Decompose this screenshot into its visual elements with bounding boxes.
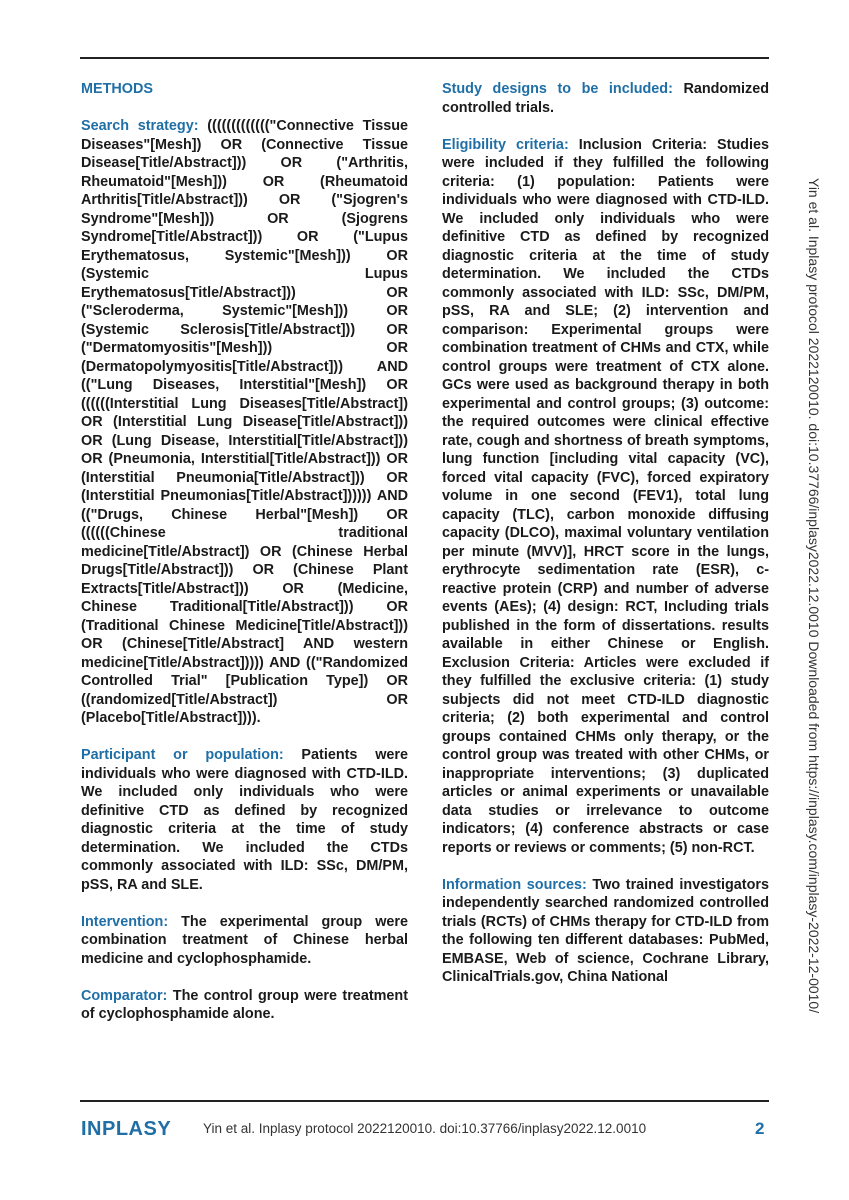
study-designs-paragraph bbox=[442, 80, 769, 117]
information-sources-text: Two trained investigators independently searched randomized controlled trials (RCTs) of CHMs therapy for CTD-ILD from the following ten different databases: PubMed, EMBASE, Web of science, Cochrane Library, ClinicalTrials.gov, China National bbox=[442, 876, 769, 985]
footer-brand: INPLASY bbox=[81, 1118, 172, 1140]
eligibility-paragraph bbox=[442, 136, 769, 858]
eligibility-heading: Eligibility criteria: bbox=[442, 136, 569, 153]
comparator-heading: Comparator: bbox=[81, 987, 168, 1004]
intervention-paragraph bbox=[81, 913, 408, 969]
sidebar-text: Yin et al. Inplasy protocol 2022120010. doi:10.37766/inplasy2022.12.0010 Downloaded from https://inplasy.com/inplasy-2022-12-0010/ bbox=[806, 178, 822, 1014]
comparator-paragraph bbox=[81, 987, 408, 1024]
study-designs-heading: Study designs to be included: bbox=[442, 81, 673, 97]
intervention-heading: Intervention: bbox=[81, 913, 169, 930]
study-designs-text: Randomized controlled trials. bbox=[442, 81, 769, 116]
search-strategy-text: ((((((((((((("Connective Tissue Diseases"[Mesh]) OR (Connective Tissue Disease[Title/Abstract])) OR ("Arthritis, Rheumatoid"[Mesh])) OR (Rheumatoid Arthritis[Title/Abstract])) OR ("Sjogren's Syndrome"[Mesh])) OR (Sjogrens Syndrome[Title/Abstract])) OR ("Lupus Erythematosus, Systemic"[Mesh])) OR (Systemic Lupus Erythematosus[Title/Abstract])) OR ("Scleroderma, Systemic"[Mesh])) OR (Systemic Sclerosis[Title/Abstract])) OR ("Dermatomyositis"[Mesh])) OR (Dermatopolymyositis[Title/Abstract])) AND (("Lung Diseases, Interstitial"[Mesh]) OR ((((((Interstitial Lung Diseases[Title/Abstract]) OR (Interstitial Lung Disease[Title/Abstract])) OR (Lung Disease, Interstitial[Title/Abstract])) OR (Pneumonia, Interstitial[Title/Abstract])) OR (Interstitial Pneumonia[Title/Abstract])) OR (Interstitial Pneumonias[Title/Abstract]))))) AND (("Drugs, Chinese Herbal"[Mesh]) OR ((((((Chinese traditional medicine[Title/Abstract]) OR (Chinese Herbal Drugs[Title/Abstract])) OR (Chinese Plant Extracts[Title/Abstract])) OR (Medicine, Chinese Traditional[Title/Abstract])) OR (Traditional Chinese Medicine[Title/Abstract])) OR (Chinese[Title/Abstract] AND western medicine[Title/Abstract])))) AND (("Randomized Controlled Trial" [Publication Type]) OR ((randomized[Title/Abstract]) OR (Placebo[Title/Abstract]))). bbox=[81, 118, 408, 726]
participant-paragraph bbox=[81, 746, 408, 894]
section-title: METHODS bbox=[81, 81, 153, 97]
page-number: 2 bbox=[755, 1119, 765, 1138]
intervention-text: The experimental group were combination treatment of Chinese herbal medicine and cyclophosphamide. bbox=[81, 913, 408, 967]
right-column bbox=[442, 80, 769, 1005]
participant-text: Patients were individuals who were diagnosed with CTD-ILD. We included only individuals who were definitive CTD as defined by recognized diagnostic criteria at the time of study determination. We included the CTDs commonly associated with ILD: SSc, DM/PM, pSS, RA and SLE. bbox=[81, 747, 408, 893]
search-strategy-paragraph bbox=[81, 117, 408, 728]
top-rule bbox=[80, 57, 769, 59]
left-column bbox=[81, 80, 408, 1042]
comparator-text: The control group were treatment of cyclophosphamide alone. bbox=[81, 987, 408, 1022]
information-sources-heading: Information sources: bbox=[442, 876, 587, 893]
participant-heading: Participant or population: bbox=[81, 747, 284, 763]
footer-citation: Yin et al. Inplasy protocol 2022120010. doi:10.37766/inplasy2022.12.0010 bbox=[203, 1121, 647, 1136]
information-sources-paragraph bbox=[442, 876, 769, 987]
bottom-rule bbox=[80, 1100, 769, 1102]
eligibility-text: Inclusion Criteria: Studies were included if they fulfilled the following criteria: (1) population: Patients were individuals who were diagnosed with CTD-ILD. We included only individuals who were definitive CTD as defined by recognized diagnostic criteria at the time of study determination. We included the CTDs commonly associated with ILD: SSc, DM/PM, pSS, RA and SLE; (2) intervention and comparison: Experimental groups were combination treatment of CHMs and CTX, while control groups were treatment of CTX alone. GCs were used as background therapy in both experimental and control groups; (3) outcome: the required outcomes were clinical effective rate, cough and shortness of breath symptoms, lung function [including vital capacity (VC), forced vital capacity (FVC), forced expiratory volume in one second (FEV1), total lung capacity (TLC), carbon monoxide diffusing capacity (DLCO), maximal voluntary ventilation per minute (MVV)], HRCT score in the lungs, erythrocyte sedimentation rate (ESR), c-reactive protein (CRP) and number of adverse events (AEs); (4) design: RCT, Including trials published in the form of dissertations. results available in either Chinese or English. Exclusion Criteria: Articles were excluded if they fulfilled the exclusive criteria: (1) study subjects did not meet CTD-ILD diagnostic criteria; (2) both experimental and control groups contained CHMs only therapy, or the control group was treated with other CHMs, or inappropriate interventions; (3) duplicated articles or animal experiments or unavailable data studies or irrelevance to outcome indicators; (4) conference abstracts or case reports or reviews or comments; (5) non-RCT. bbox=[442, 136, 769, 856]
search-strategy-heading: Search strategy: bbox=[81, 118, 199, 134]
